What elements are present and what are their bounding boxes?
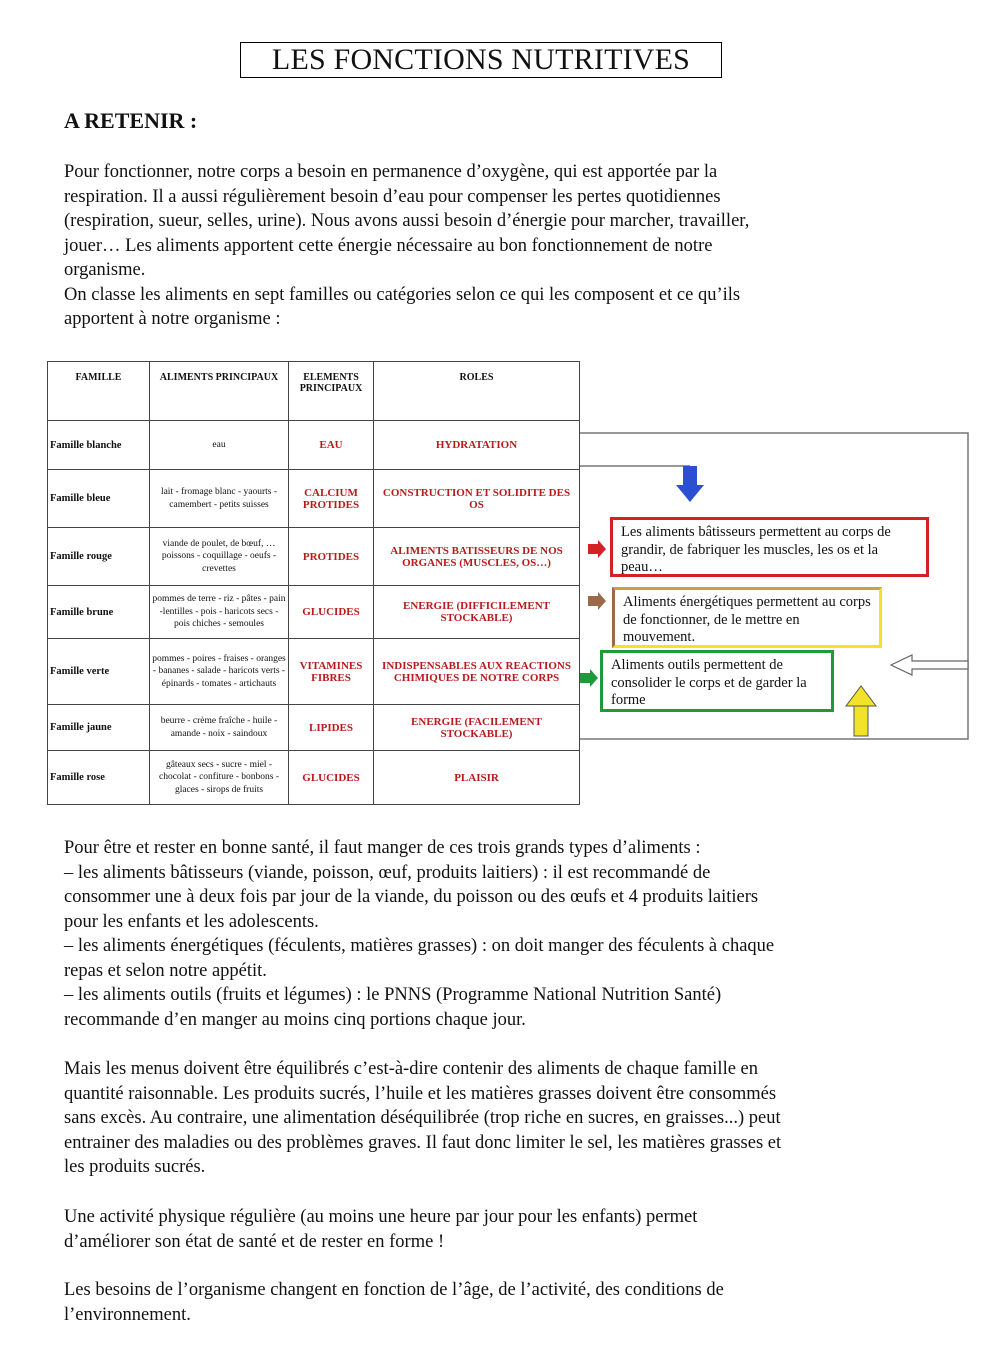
text-line: On classe les aliments en sept familles ou catégories selon ce qui les composent et ce qu’ils — [64, 284, 741, 305]
cell-elements: EAU — [289, 421, 374, 470]
outils-box: Aliments outils permettent de consolider le corps et de garder la forme — [600, 650, 834, 712]
cell-elements: PROTIDES — [289, 528, 374, 586]
cell-aliments: lait - fromage blanc - yaourts - camembert - petits suisses — [150, 470, 289, 528]
cell-elements: LIPIDES — [289, 705, 374, 751]
cell-role: CONSTRUCTION ET SOLIDITE DES OS — [374, 470, 580, 528]
header-roles: ROLES — [374, 362, 580, 421]
energetiques-box: Aliments énergétiques permettent au corps de fonctionner, de le mettre en mouvement. — [612, 587, 882, 648]
cell-elements: VITAMINES FIBRES — [289, 639, 374, 705]
cell-famille: Famille bleue — [48, 470, 150, 528]
text-line: Pour fonctionner, notre corps a besoin en permanence d’oxygène, qui est apportée par la — [64, 162, 718, 182]
cell-famille: Famille rose — [48, 751, 150, 805]
text-line: pour les enfants et les adolescents. — [64, 911, 319, 932]
cell-famille: Famille jaune — [48, 705, 150, 751]
text-line: recommande d’en manger au moins cinq portions chaque jour. — [64, 1009, 526, 1030]
text-line: (respiration, sueur, selles, urine). Nous avons aussi besoin d’énergie pour marcher, travailler, — [64, 211, 750, 231]
cell-role: HYDRATATION — [374, 421, 580, 470]
body-paragraph — [64, 1205, 900, 1254]
page-title: LES FONCTIONS NUTRITIVES — [240, 42, 722, 78]
cell-aliments: viande de poulet, de bœuf, …poissons - coquillage - oeufs - crevettes — [150, 528, 289, 586]
body-paragraph — [64, 836, 900, 1032]
text-line: – les aliments bâtisseurs (viande, poisson, œuf, produits laitiers) : il est recommandé de — [64, 862, 711, 883]
cell-aliments: pommes de terre - riz - pâtes - pain -lentilles - pois - haricots secs - pois chiches - semoules — [150, 586, 289, 639]
text-line: sans excès. Au contraire, une alimentation déséquilibrée (trop riche en sucres, en graisses...) peut — [64, 1108, 781, 1128]
header-famille: FAMILLE — [48, 362, 150, 421]
cell-elements: GLUCIDES — [289, 751, 374, 805]
text-line: les produits sucrés. — [64, 1157, 206, 1177]
text-line: organisme. — [64, 260, 146, 280]
text-line: Mais les menus doivent être équilibrés c’est-à-dire contenir des aliments de chaque famille en — [64, 1059, 759, 1079]
text-line: d’améliorer son état de santé et de rester en forme ! — [64, 1231, 445, 1252]
text-line: jouer… Les aliments apportent cette énergie nécessaire au bon fonctionnement de notre — [64, 235, 713, 256]
cell-aliments: beurre - crème fraîche - huile - amande - noix - saindoux — [150, 705, 289, 751]
text-line: Une activité physique régulière (au moins une heure par jour pour les enfants) permet — [64, 1207, 698, 1227]
white-left-arrow-icon — [891, 655, 968, 675]
cell-elements: GLUCIDES — [289, 586, 374, 639]
text-line: respiration. Il a aussi régulièrement besoin d’eau pour compenser les pertes quotidiennes — [64, 186, 721, 207]
text-line: Les besoins de l’organisme changent en fonction de l’âge, de l’activité, des conditions de — [64, 1280, 724, 1300]
batisseurs-box: Les aliments bâtisseurs permettent au corps de grandir, de fabriquer les muscles, les os et la peau… — [610, 517, 929, 577]
header-elements: ELEMENTS PRINCIPAUX — [289, 362, 374, 421]
text-line: repas et selon notre appétit. — [64, 960, 267, 981]
cell-role: ENERGIE (FACILEMENT STOCKABLE) — [374, 705, 580, 751]
text-line: consommer une à deux fois par jour de la viande, du poisson ou des œufs et 4 produits laitiers — [64, 887, 759, 907]
green-arrow-icon — [580, 669, 598, 687]
cell-role: INDISPENSABLES AUX REACTIONS CHIMIQUES DE NOTRE CORPS — [374, 639, 580, 705]
header-aliments: ALIMENTS PRINCIPAUX — [150, 362, 289, 421]
blue-down-arrow-icon — [676, 466, 704, 502]
text-line: Pour être et rester en bonne santé, il faut manger de ces trois grands types d’aliments : — [64, 838, 701, 858]
brown-arrow-icon — [588, 592, 606, 610]
cell-famille: Famille blanche — [48, 421, 150, 470]
text-line: apportent à notre organisme : — [64, 309, 281, 329]
cell-famille: Famille brune — [48, 586, 150, 639]
section-heading: A RETENIR : — [64, 108, 198, 133]
cell-elements: CALCIUM PROTIDES — [289, 470, 374, 528]
cell-role: PLAISIR — [374, 751, 580, 805]
cell-role: ALIMENTS BATISSEURS DE NOS ORGANES (MUSCLES, OS…) — [374, 528, 580, 586]
red-arrow-icon — [588, 540, 606, 558]
cell-aliments: pommes - poires - fraises - oranges - bananes - salade - haricots verts - épinards - tomates - artichauts — [150, 639, 289, 705]
body-paragraph — [64, 1057, 900, 1180]
cell-famille: Famille rouge — [48, 528, 150, 586]
body-paragraph — [64, 1278, 900, 1327]
yellow-up-arrow-icon — [846, 686, 876, 736]
cell-role: ENERGIE (DIFFICILEMENT STOCKABLE) — [374, 586, 580, 639]
text-line: entrainer des maladies ou des problèmes graves. Il faut donc limiter le sel, les matières grasses et — [64, 1132, 782, 1153]
cell-aliments: gâteaux secs - sucre - miel - chocolat - confiture - bonbons - glaces - sirops de fruits — [150, 751, 289, 805]
text-line: – les aliments outils (fruits et légumes) : le PNNS (Programme National Nutrition Santé) — [64, 985, 722, 1005]
cell-famille: Famille verte — [48, 639, 150, 705]
text-line: l’environnement. — [64, 1304, 191, 1325]
text-line: quantité raisonnable. Les produits sucrés, l’huile et les matières grasses doivent être consommés — [64, 1083, 777, 1104]
cell-aliments: eau — [150, 421, 289, 470]
text-line: – les aliments énergétiques (féculents, matières grasses) : on doit manger des féculents à chaque — [64, 936, 775, 956]
